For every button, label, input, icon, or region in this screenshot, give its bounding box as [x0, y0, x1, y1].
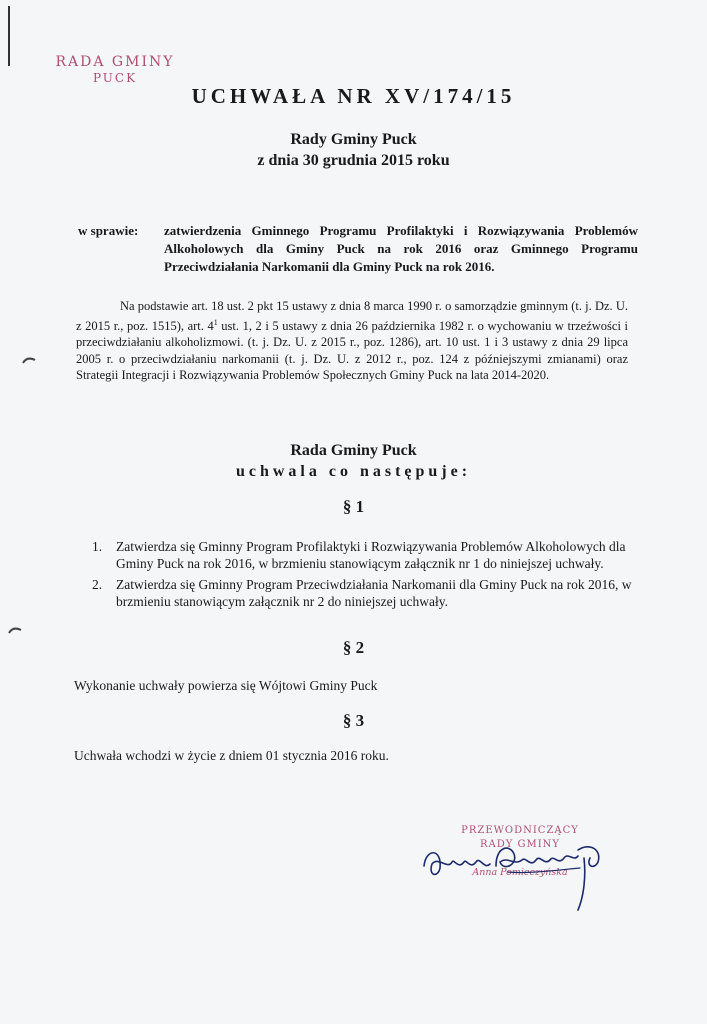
resolves-heading: [0, 440, 707, 482]
legal-basis-superscript: 1: [213, 317, 218, 327]
date-line: z dnia 30 grudnia 2015 roku: [257, 152, 450, 169]
legal-basis-paragraph: [76, 298, 628, 384]
chairperson-stamp-line-2: RADY GMINY: [479, 839, 561, 850]
list-item: [92, 538, 642, 572]
council-name: Rada Gminy Puck: [290, 442, 417, 459]
legal-basis-part-1: Na podstawie art. 18 ust. 2 pkt 15 ustawy z dnia 8 marca 1990 r. o samorządzie gminnym (t. j. Dz. U. z 2015 r., poz. 1515), art. 4: [76, 299, 628, 333]
list-item-text: Zatwierdza się Gminny Program Przeciwdziałania Narkomanii dla Gminy Puck na rok 2016, w brzmieniu stanowiącym załącznik nr 2 do niniejszej uchwały.: [116, 577, 632, 609]
list-item-number: 1.: [92, 539, 103, 554]
section-3-text: Uchwała wchodzi w życie z dniem 01 stycznia 2016 roku.: [74, 748, 389, 763]
council-stamp: [40, 54, 190, 86]
subject-label: w sprawie:: [78, 223, 139, 238]
subject-text: zatwierdzenia Gminnego Programu Profilaktyki i Rozwiązywania Problemów Alkoholowych dla Gminy Puck na rok 2016 oraz Gminnego Programu Przeciwdziałania Narkomanii dla Gminy Puck na rok 2016.: [164, 223, 638, 274]
scan-smudge-icon: [8, 626, 22, 634]
resolves-phrase: uchwala co następuje:: [235, 463, 472, 480]
resolution-title: UCHWAŁA NR XV/174/15: [191, 84, 516, 108]
handwritten-signature: [418, 836, 618, 916]
chairperson-stamp-line-1: PRZEWODNICZĄCY: [461, 825, 579, 836]
list-item-number: 2.: [92, 577, 103, 592]
section-2-heading: § 2: [342, 638, 365, 657]
section-1-heading: § 1: [342, 497, 365, 516]
stamp-line-2: PUCK: [92, 71, 138, 85]
legal-basis-part-2: ust. 1, 2 i 5 ustawy z dnia 26 października 1982 r. o wychowaniu w trzeźwości i przeciwdziałaniu alkoholizmowi. (t. j. Dz. U. z 2015 r., poz. 1286), art. 10 ust. 1 i 3 ustawy z dnia 29 lipca 2005 r. o przeciwdziałaniu narkomanii (t. j. Dz. U. z 2012 r., poz. 124 z późniejszymi zmianami) oraz Strategii Integracji i Rozwiązywania Problemów Społecznych Gminy Puck na lata 2014-2020.: [76, 318, 628, 383]
chairperson-stamp-name: Anna Pomieczyńska: [472, 867, 568, 878]
issuer-line: Rady Gminy Puck: [290, 131, 417, 148]
stamp-line-1: RADA GMINY: [55, 54, 175, 70]
scan-smudge-icon: [22, 356, 36, 364]
section-1-list: [92, 538, 642, 614]
subject-block: [78, 222, 638, 276]
scan-edge-mark: [8, 6, 10, 66]
list-item: [92, 576, 642, 610]
list-item-text: Zatwierdza się Gminny Program Profilaktyki i Rozwiązywania Problemów Alkoholowych dla Gminy Puck na rok 2016, w brzmieniu stanowiącym załącznik nr 1 do niniejszej uchwały.: [116, 539, 626, 571]
resolution-subtitle: [0, 129, 707, 171]
section-2-text: Wykonanie uchwały powierza się Wójtowi Gminy Puck: [74, 678, 378, 693]
section-3-heading: § 3: [342, 711, 365, 730]
